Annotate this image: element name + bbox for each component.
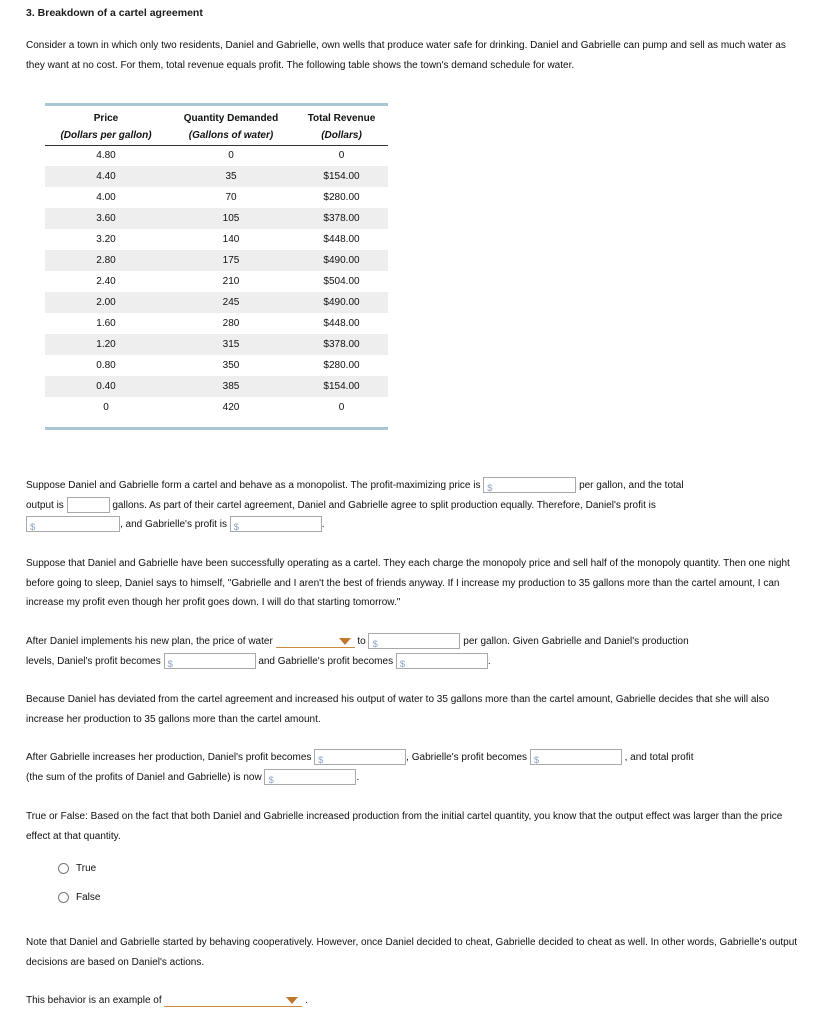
q2-text-3: per gallon. Given Gabrielle and Daniel's production (463, 636, 689, 647)
cell-revenue: $504.00 (323, 276, 360, 287)
dropdown-arrow-icon (339, 638, 351, 645)
cell-quantity: 210 (222, 276, 240, 287)
q3-text-2: , Gabrielle's profit becomes (406, 752, 528, 763)
cell-revenue: $490.00 (295, 292, 388, 313)
table-row (45, 229, 388, 250)
table-row (45, 334, 388, 355)
cell-quantity: 350 (222, 360, 240, 371)
cell-quantity: 0 (228, 150, 234, 162)
q1-text-6: . (321, 519, 325, 530)
header-revenue: Total Revenue (307, 113, 376, 124)
cell-price: 1.20 (45, 334, 167, 355)
cell-price: 3.60 (45, 208, 167, 229)
q1-text-2: per gallon, and the total (579, 480, 684, 491)
option-true-label: True (76, 863, 97, 874)
cell-revenue: $448.00 (323, 234, 360, 245)
table-row (45, 208, 388, 229)
note-paragraph: Note that Daniel and Gabrielle started by behaving cooperatively. However, once Daniel decided to cheat, Gabrielle decided to cheat as well. In other words, Gabrielle's output decisions are based on Daniel's actions. (26, 937, 798, 968)
gabrielle-final-profit-input[interactable] (530, 749, 622, 765)
header-quantity: Quantity Demanded (183, 113, 279, 124)
q1-text-1: Suppose Daniel and Gabrielle form a cartel and behave as a monopolist. The profit-maximizing price is (26, 480, 481, 491)
option-false[interactable] (58, 892, 100, 903)
cell-revenue: 0 (338, 150, 345, 162)
table-row (45, 250, 388, 271)
deviation-paragraph: Suppose that Daniel and Gabrielle have been successfully operating as a cartel. They each charge the monopoly price and sell half of the monopoly quantity. Then one night before going to sleep, Daniel says to himself, "Gabrielle and I aren't the best of friends anyway. If I increase my production to 35 gallons more than the cartel amount, I can increase my profit even though her profit goes down. I will do that starting tomorrow." (26, 558, 790, 608)
table-row (45, 166, 388, 187)
cell-revenue: $448.00 (323, 318, 360, 329)
radio-button-false[interactable] (58, 892, 69, 903)
q2-text-4: levels, Daniel's profit becomes (26, 655, 161, 667)
cell-price: 1.60 (96, 318, 116, 329)
cell-revenue: $154.00 (295, 376, 388, 397)
gabrielle-new-profit-input[interactable] (396, 653, 488, 669)
table-row (45, 397, 388, 418)
dollar-sign: $ (533, 755, 540, 767)
cell-revenue: $154.00 (295, 166, 388, 187)
q5-text-2: . (305, 995, 308, 1006)
new-price-input[interactable] (368, 633, 460, 649)
cell-price: 0.40 (45, 376, 167, 397)
q5-text-1: This behavior is an example of (26, 995, 162, 1006)
q2-text-6: . (487, 655, 491, 667)
total-output-input[interactable] (67, 497, 110, 513)
gabrielle-profit-input[interactable] (230, 516, 322, 532)
cell-price: 4.00 (96, 192, 116, 203)
cell-price: 2.40 (96, 276, 116, 287)
dollar-sign: $ (487, 483, 493, 495)
cell-quantity: 420 (222, 402, 240, 413)
q1-text-4: gallons. As part of their cartel agreement, Daniel and Gabrielle agree to split production equally. Therefore, Daniel's profit is (112, 499, 656, 511)
dollar-sign: $ (318, 755, 324, 767)
deviation-question (26, 632, 801, 671)
cell-revenue: $280.00 (323, 192, 360, 203)
dollar-sign: $ (372, 639, 378, 651)
behavior-question (26, 991, 801, 1011)
q3-text-1: After Gabrielle increases her production, Daniel's profit becomes (26, 752, 312, 763)
dropdown-arrow-icon (286, 997, 298, 1004)
cell-price: 2.00 (45, 292, 167, 313)
q2-text-2: to (357, 636, 366, 647)
option-true[interactable] (58, 863, 96, 874)
price-change-dropdown[interactable] (276, 634, 355, 648)
cell-revenue: $378.00 (295, 208, 388, 229)
option-false-label: False (76, 892, 101, 903)
gabrielle-deviation-paragraph: Because Daniel has deviated from the cartel agreement and increased his output of water to 35 gallons more than the cartel amount, Gabrielle decides that she will also increase her production to 35 gallons more than the cartel amount. (26, 694, 770, 725)
table-row (45, 145, 388, 166)
cell-quantity: 175 (167, 250, 295, 271)
cell-revenue: $490.00 (295, 250, 388, 271)
cell-price: 4.40 (45, 166, 167, 187)
cell-quantity: 280 (222, 318, 240, 329)
table-row (45, 271, 388, 292)
question-title: 3. Breakdown of a cartel agreement (26, 7, 203, 19)
subheader-quantity: (Gallons of water) (167, 127, 295, 145)
q3-text-3: , and total profit (624, 752, 694, 763)
dollar-sign: $ (30, 522, 36, 534)
q2-text-5: and Gabrielle's profit becomes (258, 655, 394, 667)
q1-text-5: , and Gabrielle's profit is (120, 519, 227, 530)
daniel-final-profit-input[interactable] (314, 749, 406, 765)
table-row (45, 376, 388, 397)
subheader-revenue: (Dollars) (295, 127, 388, 145)
header-price: Price (93, 113, 119, 124)
behavior-type-dropdown[interactable] (164, 993, 302, 1007)
cell-quantity: 245 (167, 292, 295, 313)
dollar-sign: $ (233, 522, 240, 534)
daniel-new-profit-input[interactable] (164, 653, 256, 669)
total-profit-input[interactable] (264, 769, 356, 785)
monopoly-price-input[interactable] (483, 477, 576, 493)
cell-price: 4.80 (96, 150, 116, 162)
intro-paragraph: Consider a town in which only two residents, Daniel and Gabrielle, own wells that produce water safe for drinking. Daniel and Gabrielle can pump and sell as much water as they want at no cost. For them, total revenue equals profit. The following table shows the town's demand schedule for water. (26, 40, 786, 71)
cell-revenue: 0 (338, 402, 345, 413)
dollar-sign: $ (167, 658, 173, 670)
subheader-price: (Dollars per gallon) (45, 127, 167, 145)
cell-price: 2.80 (45, 250, 167, 271)
cell-revenue: $378.00 (295, 334, 388, 355)
true-false-question: True or False: Based on the fact that both Daniel and Gabrielle increased production from the initial cartel quantity, you know that the output effect was larger than the price effect at that quantity. (26, 811, 783, 842)
dollar-sign: $ (399, 658, 406, 670)
daniel-profit-input[interactable] (26, 516, 120, 532)
cell-quantity: 70 (225, 192, 237, 203)
cell-quantity: 140 (222, 234, 240, 245)
cell-price: 3.20 (96, 234, 116, 245)
table-row (45, 292, 388, 313)
cell-quantity: 35 (167, 166, 295, 187)
cell-price: 0 (103, 402, 109, 413)
q3-text-5: . (356, 771, 360, 783)
cell-revenue: $280.00 (323, 360, 360, 371)
cell-quantity: 385 (167, 376, 295, 397)
table-bottom-border (45, 427, 388, 430)
radio-button-true[interactable] (58, 863, 69, 874)
cartel-question (26, 476, 801, 535)
q1-text-3: output is (26, 499, 64, 511)
table-row (45, 355, 388, 376)
demand-schedule-table (45, 103, 388, 430)
cell-quantity: 105 (167, 208, 295, 229)
q3-text-4: (the sum of the profits of Daniel and Gabrielle) is now (26, 771, 262, 783)
table-row (45, 313, 388, 334)
cell-quantity: 315 (167, 334, 295, 355)
cell-price: 0.80 (96, 360, 116, 371)
dollar-sign: $ (268, 774, 274, 786)
both-cheat-question (26, 748, 801, 787)
table-row (45, 187, 388, 208)
q2-text-1: After Daniel implements his new plan, the price of water (26, 636, 273, 647)
